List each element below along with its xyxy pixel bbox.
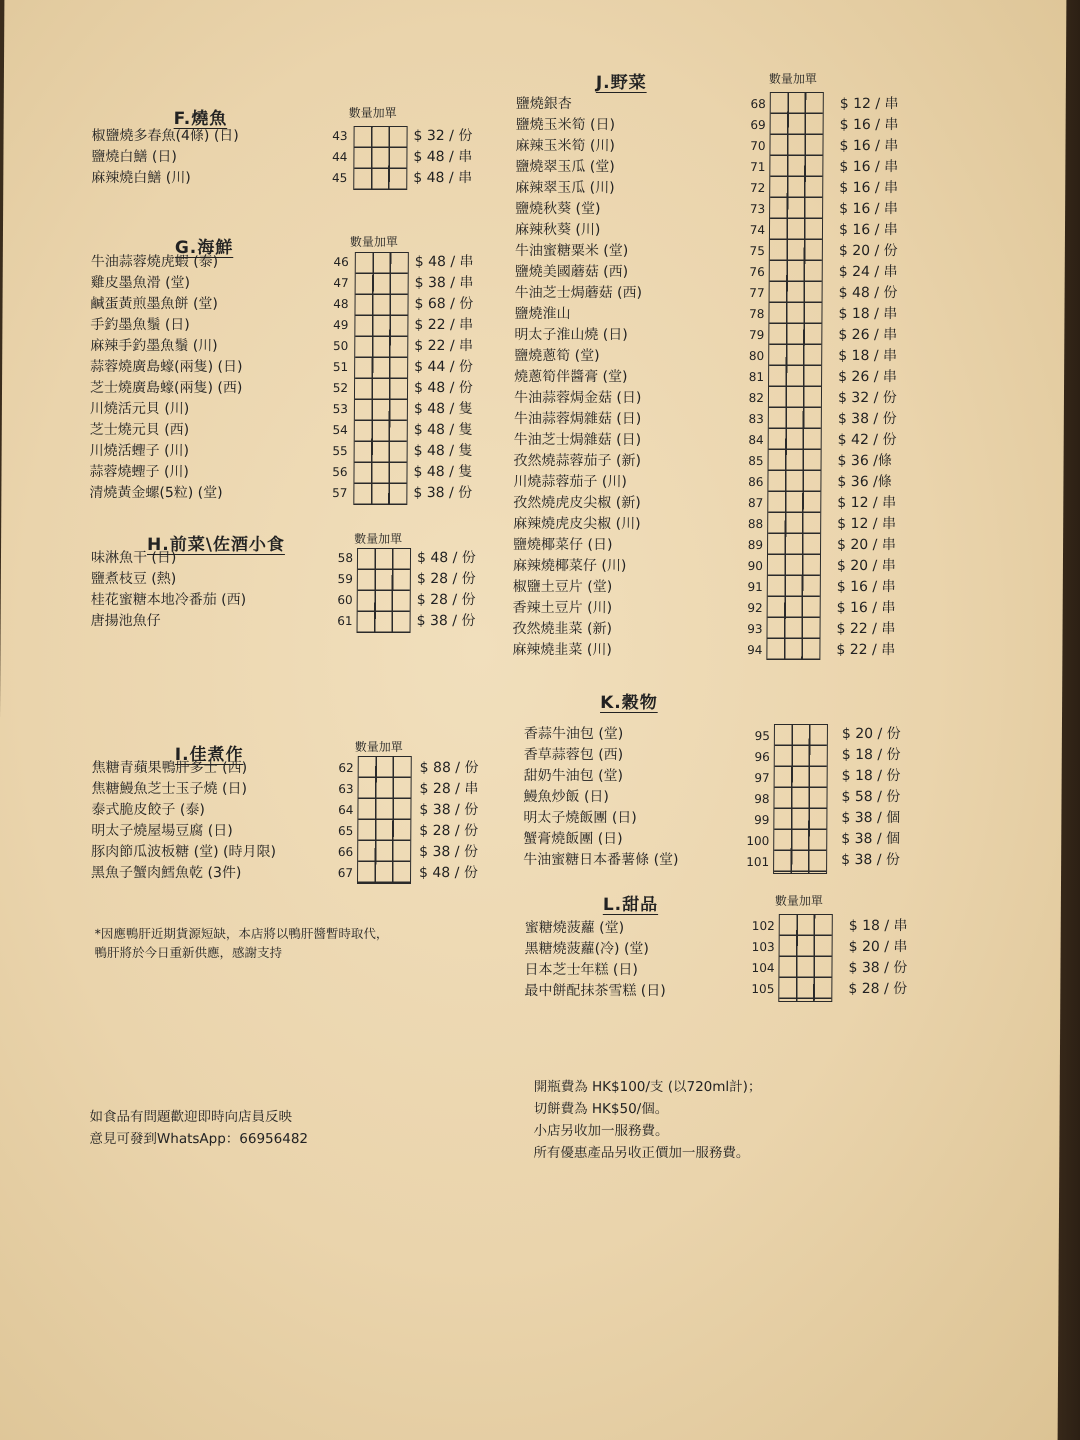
item-name: 明太子淮山燒 (日) [514, 327, 628, 343]
item-price: $ 20 / 份 [841, 726, 901, 742]
item-price: $ 16 / 串 [836, 579, 896, 595]
item-name: 麻辣燒白鱔 (川) [91, 170, 191, 186]
item-price: $ 36 /條 [837, 453, 892, 469]
item-price: $ 12 / 串 [837, 495, 897, 511]
item-name: 孜然燒蒜蓉茄子 (新) [513, 453, 642, 469]
item-price: $ 16 / 串 [839, 201, 898, 217]
contact-line: 意見可發到WhatsApp：66956482 [89, 1131, 309, 1147]
item-name: 鹽燒淮山 [514, 306, 571, 322]
section-title: H.前菜\佐酒小食 [147, 535, 286, 555]
item-name: 鹽燒白鱔 (日) [91, 149, 177, 165]
item-number: 82 [748, 391, 765, 405]
item-number: 68 [750, 97, 766, 111]
item-number: 48 [333, 297, 349, 311]
item-name: 桂花蜜糖本地冷番茄 (西) [90, 592, 247, 608]
item-number: 73 [749, 202, 766, 216]
item-number: 65 [337, 824, 354, 838]
item-number: 55 [332, 444, 348, 458]
item-name: 黑魚子蟹肉鱈魚乾 (3件) [91, 865, 242, 881]
item-price: $ 20 / 串 [836, 558, 896, 574]
item-number: 72 [749, 181, 766, 195]
item-price: $ 12 / 串 [837, 516, 897, 532]
item-number: 54 [332, 423, 348, 437]
quantity-grid[interactable] [766, 92, 823, 660]
grid-header: 數量加單 [349, 235, 398, 249]
item-name: 麻辣玉米筍 (川) [515, 138, 615, 154]
item-number: 93 [747, 622, 763, 636]
item-number: 46 [333, 255, 349, 269]
item-name: 蟹膏燒飯團 (日) [523, 831, 623, 847]
item-name: 日本芝士年糕 (日) [524, 962, 638, 978]
item-name: 鹽煮枝豆 (熱) [90, 571, 177, 587]
item-number: 87 [748, 496, 764, 510]
section-title: G.海鮮 [174, 238, 234, 258]
item-name: 鹽燒美國蘑菇 (西) [514, 264, 629, 280]
item-price: $ 48 / 串 [413, 170, 473, 186]
item-number: 99 [754, 813, 770, 827]
item-name: 甜奶牛油包 (堂) [523, 768, 624, 784]
item-number: 52 [332, 381, 349, 395]
item-name: 麻辣手釣墨魚鬚 (川) [90, 338, 218, 354]
item-number: 58 [337, 551, 354, 565]
item-number: 43 [332, 129, 348, 143]
item-name: 雞皮墨魚滑 (堂) [90, 275, 191, 291]
item-number: 95 [754, 729, 770, 743]
item-price: $ 48 / 隻 [413, 464, 473, 480]
item-number: 45 [331, 171, 348, 185]
item-name: 明太子燒屋場豆腐 (日) [91, 823, 233, 839]
item-number: 104 [751, 961, 775, 975]
item-name: 孜然燒虎皮尖椒 (新) [513, 495, 641, 511]
item-name: 麻辣燒椰菜仔 (川) [512, 558, 627, 574]
item-number: 101 [746, 855, 770, 869]
item-name: 牛油芝士焗雜菇 (日) [513, 432, 642, 448]
item-number: 81 [748, 370, 765, 384]
item-price: $ 88 / 份 [419, 760, 479, 776]
item-name: 牛油蒜蓉燒虎蝦 (泰) [90, 254, 219, 270]
item-price: $ 18 / 串 [838, 348, 898, 364]
item-number: 78 [749, 307, 765, 321]
item-price: $ 16 / 串 [839, 180, 899, 196]
charge-line: 切餅費為 HK$50/個。 [533, 1101, 669, 1117]
item-number: 80 [748, 349, 765, 363]
item-price: $ 32 / 份 [413, 128, 473, 144]
item-price: $ 38 / 份 [419, 802, 479, 818]
grid-header: 數量加單 [354, 740, 403, 754]
item-name: 焦糖青蘋果鴨肝多士 (西) [91, 760, 248, 776]
notice-line: *因應鴨肝近期貨源短缺，本店將以鴨肝醬暫時取代， [94, 926, 389, 941]
item-name: 椒鹽土豆片 (堂) [512, 579, 613, 595]
item-price: $ 16 / 串 [839, 117, 899, 133]
item-price: $ 20 / 串 [848, 939, 908, 955]
item-name: 牛油蜜糖日本番薯條 (堂) [523, 852, 679, 868]
item-price: $ 22 / 串 [414, 317, 474, 333]
item-number: 74 [749, 223, 766, 237]
item-number: 105 [751, 982, 775, 996]
item-name: 焦糖鰻魚芝士玉子燒 (日) [91, 781, 248, 797]
item-number: 49 [333, 318, 349, 332]
item-price: $ 18 / 份 [841, 747, 901, 763]
grid-header: 數量加單 [774, 894, 823, 908]
item-name: 椒鹽燒多春魚(4條) (日) [91, 128, 239, 144]
item-name: 鹽燒椰菜仔 (日) [513, 537, 613, 553]
item-number: 91 [747, 580, 763, 594]
item-number: 102 [751, 919, 775, 933]
quantity-grid[interactable] [357, 756, 412, 884]
grid-header: 數量加單 [768, 72, 817, 86]
item-number: 59 [337, 572, 353, 586]
item-name: 香辣土豆片 (川) [512, 600, 613, 616]
item-name: 鹽燒秋葵 (堂) [515, 201, 601, 217]
item-price: $ 16 / 串 [838, 222, 898, 238]
item-price: $ 44 / 份 [414, 359, 474, 375]
item-price: $ 48 / 隻 [413, 422, 473, 438]
section-title: F.燒魚 [173, 109, 228, 129]
item-number: 62 [338, 761, 354, 775]
item-number: 86 [748, 475, 764, 489]
item-name: 唐揚池魚仔 [90, 613, 161, 629]
item-price: $ 58 / 份 [841, 789, 901, 805]
item-price: $ 48 / 份 [416, 550, 476, 566]
item-price: $ 16 / 串 [836, 600, 896, 616]
item-number: 88 [747, 517, 764, 531]
notice-line: 鴨肝將於今日重新供應，感謝支持 [94, 945, 283, 960]
item-price: $ 32 / 份 [837, 390, 897, 406]
item-number: 70 [750, 139, 766, 153]
item-name: 麻辣秋葵 (川) [514, 222, 601, 238]
item-number: 50 [332, 339, 349, 353]
item-number: 83 [748, 412, 764, 426]
item-name: 鹽燒玉米筍 (日) [515, 117, 616, 133]
item-price: $ 16 / 串 [839, 159, 899, 175]
section-title: L.甜品 [602, 895, 659, 915]
item-name: 香蒜牛油包 (堂) [523, 726, 624, 742]
item-number: 103 [751, 940, 775, 954]
item-name: 鹹蛋黃煎墨魚餅 (堂) [90, 296, 218, 312]
contact-line: 如食品有問題歡迎即時向店員反映 [89, 1109, 293, 1125]
item-number: 66 [337, 845, 354, 859]
item-name: 牛油蒜蓉焗金菇 (日) [513, 390, 642, 406]
item-price: $ 48 / 份 [838, 285, 898, 301]
item-price: $ 38 / 個 [841, 831, 901, 847]
item-number: 47 [333, 276, 349, 290]
item-price: $ 18 / 串 [848, 918, 908, 934]
contact-info [89, 1106, 308, 1150]
item-number: 67 [337, 866, 354, 880]
item-price: $ 18 / 份 [841, 768, 901, 784]
quantity-grid[interactable] [778, 914, 833, 1002]
item-number: 77 [749, 286, 765, 300]
item-name: 鹽燒銀杏 [515, 96, 572, 112]
item-price: $ 48 / 隻 [413, 401, 473, 417]
item-number: 92 [747, 601, 763, 615]
item-number: 85 [748, 454, 764, 468]
item-number: 64 [338, 803, 354, 817]
item-price: $ 28 / 份 [419, 823, 479, 839]
item-name: 燒蔥筍伴醬膏 (堂) [514, 369, 628, 385]
item-price: $ 28 / 份 [848, 981, 908, 997]
item-name: 明太子燒飯團 (日) [523, 810, 637, 826]
item-name: 川燒活元貝 (川) [89, 401, 190, 417]
item-price: $ 48 / 串 [414, 254, 474, 270]
item-number: 44 [332, 150, 348, 164]
item-price: $ 68 / 份 [414, 296, 474, 312]
item-name: 泰式脆皮餃子 (泰) [91, 802, 205, 818]
item-price: $ 38 / 份 [416, 613, 476, 629]
item-price: $ 38 / 份 [419, 844, 479, 860]
item-price: $ 26 / 串 [838, 369, 897, 385]
item-name: 味淋魚干 (日) [90, 550, 177, 566]
item-price: $ 38 / 個 [841, 810, 901, 826]
item-name: 豚肉節瓜波板糖 (堂) (時月限) [91, 844, 276, 860]
grid-header: 數量加單 [348, 106, 397, 120]
item-price: $ 38 / 串 [414, 275, 474, 291]
stock-notice [95, 924, 389, 962]
item-number: 71 [750, 160, 766, 174]
quantity-grid[interactable] [353, 252, 409, 505]
item-price: $ 28 / 份 [416, 592, 476, 608]
item-number: 90 [747, 559, 763, 573]
grid-header: 數量加單 [354, 532, 403, 546]
item-price: $ 48 / 串 [413, 149, 473, 165]
charge-line: 所有優惠產品另收正價加一服務費。 [533, 1145, 750, 1161]
item-name: 孜然燒韭菜 (新) [512, 621, 612, 637]
item-price: $ 20 / 份 [838, 243, 898, 259]
section-title: K.穀物 [600, 693, 658, 713]
quantity-grid[interactable] [353, 126, 407, 190]
section-title: I.佳煮作 [174, 745, 244, 765]
item-name: 麻辣翠玉瓜 (川) [515, 180, 615, 196]
item-name: 川燒活蟶子 (川) [89, 443, 190, 459]
quantity-grid[interactable] [357, 548, 412, 633]
item-price: $ 26 / 串 [838, 327, 898, 343]
item-number: 53 [332, 402, 348, 416]
item-price: $ 38 / 份 [841, 852, 900, 868]
item-name: 香草蒜蓉包 (西) [523, 747, 624, 763]
item-price: $ 28 / 份 [416, 571, 476, 587]
item-name: 麻辣燒韭菜 (川) [512, 642, 612, 658]
item-name: 最中餅配抹茶雪糕 (日) [524, 983, 666, 999]
item-number: 56 [332, 465, 348, 479]
item-number: 57 [332, 486, 348, 500]
item-name: 牛油芝士焗蘑菇 (西) [514, 285, 643, 301]
item-price: $ 48 / 份 [413, 380, 473, 396]
item-name: 鹽燒蔥筍 (堂) [514, 348, 600, 364]
item-number: 76 [749, 265, 765, 279]
item-number: 63 [338, 782, 354, 796]
item-price: $ 24 / 串 [838, 264, 898, 280]
item-price: $ 28 / 串 [419, 781, 479, 797]
charge-line: 小店另收加一服務費。 [533, 1123, 669, 1139]
item-name: 黑糖燒菠蘿(冷) (堂) [524, 941, 649, 957]
item-price: $ 38 / 份 [837, 411, 897, 427]
item-number: 79 [749, 328, 765, 342]
item-number: 75 [749, 244, 765, 258]
charge-line: 開瓶費為 HK$100/支 (以720ml計)； [533, 1079, 762, 1095]
item-number: 69 [750, 118, 766, 132]
item-number: 98 [754, 792, 770, 806]
item-number: 84 [748, 433, 764, 447]
item-name: 芝士燒元貝 (西) [89, 422, 190, 438]
item-name: 蒜蓉燒廣島蠔(兩隻) (日) [90, 359, 243, 375]
item-price: $ 12 / 串 [839, 96, 899, 112]
item-price: $ 22 / 串 [836, 621, 896, 637]
item-number: 60 [337, 593, 353, 607]
item-price: $ 16 / 串 [839, 138, 899, 154]
item-number: 97 [754, 771, 770, 785]
item-number: 96 [754, 750, 770, 764]
item-number: 94 [747, 643, 763, 657]
item-price: $ 20 / 串 [837, 537, 896, 553]
item-number: 100 [746, 834, 770, 848]
item-name: 芝士燒廣島蠔(兩隻) (西) [89, 380, 243, 396]
item-number: 89 [747, 538, 764, 552]
item-name: 手釣墨魚鬚 (日) [90, 317, 190, 333]
item-price: $ 22 / 串 [414, 338, 474, 354]
item-number: 61 [337, 614, 353, 628]
item-name: 牛油蒜蓉焗雜菇 (日) [513, 411, 642, 427]
charges-info [533, 1076, 761, 1164]
item-name: 蒜蓉燒蟶子 (川) [89, 464, 189, 480]
item-price: $ 18 / 串 [838, 306, 898, 322]
item-name: 牛油蜜糖粟米 (堂) [514, 243, 629, 259]
item-price: $ 22 / 串 [836, 642, 896, 658]
item-name: 川燒蒜蓉茄子 (川) [513, 474, 627, 490]
item-name: 鰻魚炒飯 (日) [523, 789, 609, 805]
quantity-grid[interactable] [773, 724, 828, 874]
item-name: 清燒黃金螺(5粒) (堂) [89, 485, 223, 501]
section-title: J.野菜 [595, 73, 647, 93]
item-price: $ 36 /條 [837, 474, 892, 490]
item-price: $ 38 / 份 [413, 485, 473, 501]
item-name: 麻辣燒虎皮尖椒 (川) [513, 516, 641, 532]
item-price: $ 48 / 隻 [413, 443, 473, 459]
item-number: 51 [332, 360, 349, 374]
item-price: $ 48 / 份 [419, 865, 478, 881]
item-price: $ 38 / 份 [848, 960, 908, 976]
item-price: $ 42 / 份 [837, 432, 897, 448]
item-name: 鹽燒翠玉瓜 (堂) [515, 159, 615, 175]
item-name: 蜜糖燒菠蘿 (堂) [524, 920, 625, 936]
